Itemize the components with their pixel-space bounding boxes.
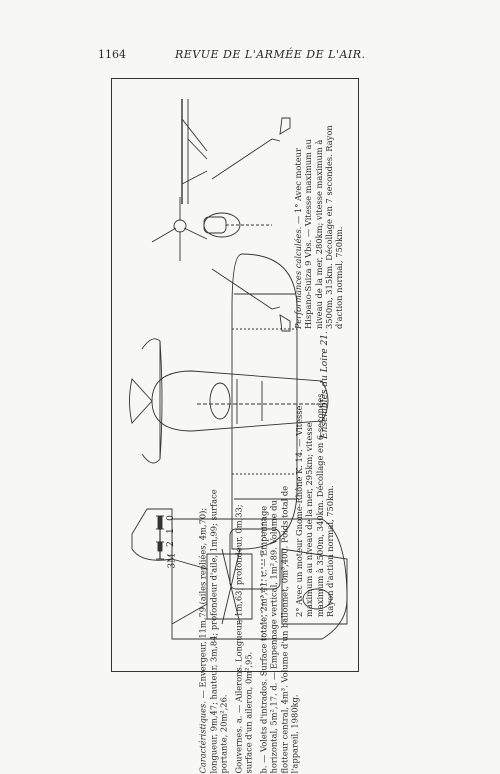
page-number: 1164 xyxy=(98,48,126,61)
performance-heading: Performances calculées. xyxy=(293,226,303,329)
performance-body-1: — 1° Avec moteur Hispano-Suiza 9 Vbs. — Vitesse maximum au niveau de la mer, 280km; vitesse maximum à 3500m, 315km. Décollage en 7 secondes. Rayon d'action normal, 750km. xyxy=(293,125,345,329)
performance-text-2: 2° Avec un moteur Gnome-Rhône K. 14. — Vitesse maximum au niveau de la mer, 295km; vitesse maximum à 3500m, 340km. Décollage en 6 secondes. Rayon d'action normal, 750km. xyxy=(294,390,335,617)
characteristics-text xyxy=(197,474,300,774)
gouvernes-text: Gouvernes. a. — Ailerons. Longueur, 1m,63; profondeur, 0m,33; surface d'un aileron, 0m²,95. xyxy=(233,504,254,774)
scale-bar xyxy=(156,516,164,559)
flaps-text: b. — Volets d'intrados. Surface totale, 2m²,41. c. — Empennage horizontal, 5m²,17. d. — Empennage vertical, 1m²,89. Volume du flotteur central, 4m³. Volume d'un ballonnet, 0m³,400. Poids total de l'appareil, 1980kg. xyxy=(258,485,300,774)
journal-title: REVUE DE L'ARMÉE DE L'AIR. xyxy=(175,48,366,61)
scale-label-1: 1 xyxy=(165,528,176,534)
page-header xyxy=(0,48,500,68)
scale-label-2: 2 xyxy=(165,541,176,547)
figure-caption: Ensembles du Loire 21. xyxy=(320,331,330,439)
characteristics-body: — Envergeur, 11m,79 (ailes repliées, 4m,70); longueur, 9m,47; hauteur, 3m,84; profondeur d'aile, 1m,99; surface portante, 20m²,26. xyxy=(197,489,229,774)
front-view xyxy=(152,99,290,331)
scale-label-0: 0 xyxy=(165,515,176,521)
scale-label-3m: 3M xyxy=(167,553,178,569)
characteristics-heading: Caractéristiques. xyxy=(197,701,208,774)
figure-plate xyxy=(111,78,359,774)
performance-text-1 xyxy=(293,109,343,329)
